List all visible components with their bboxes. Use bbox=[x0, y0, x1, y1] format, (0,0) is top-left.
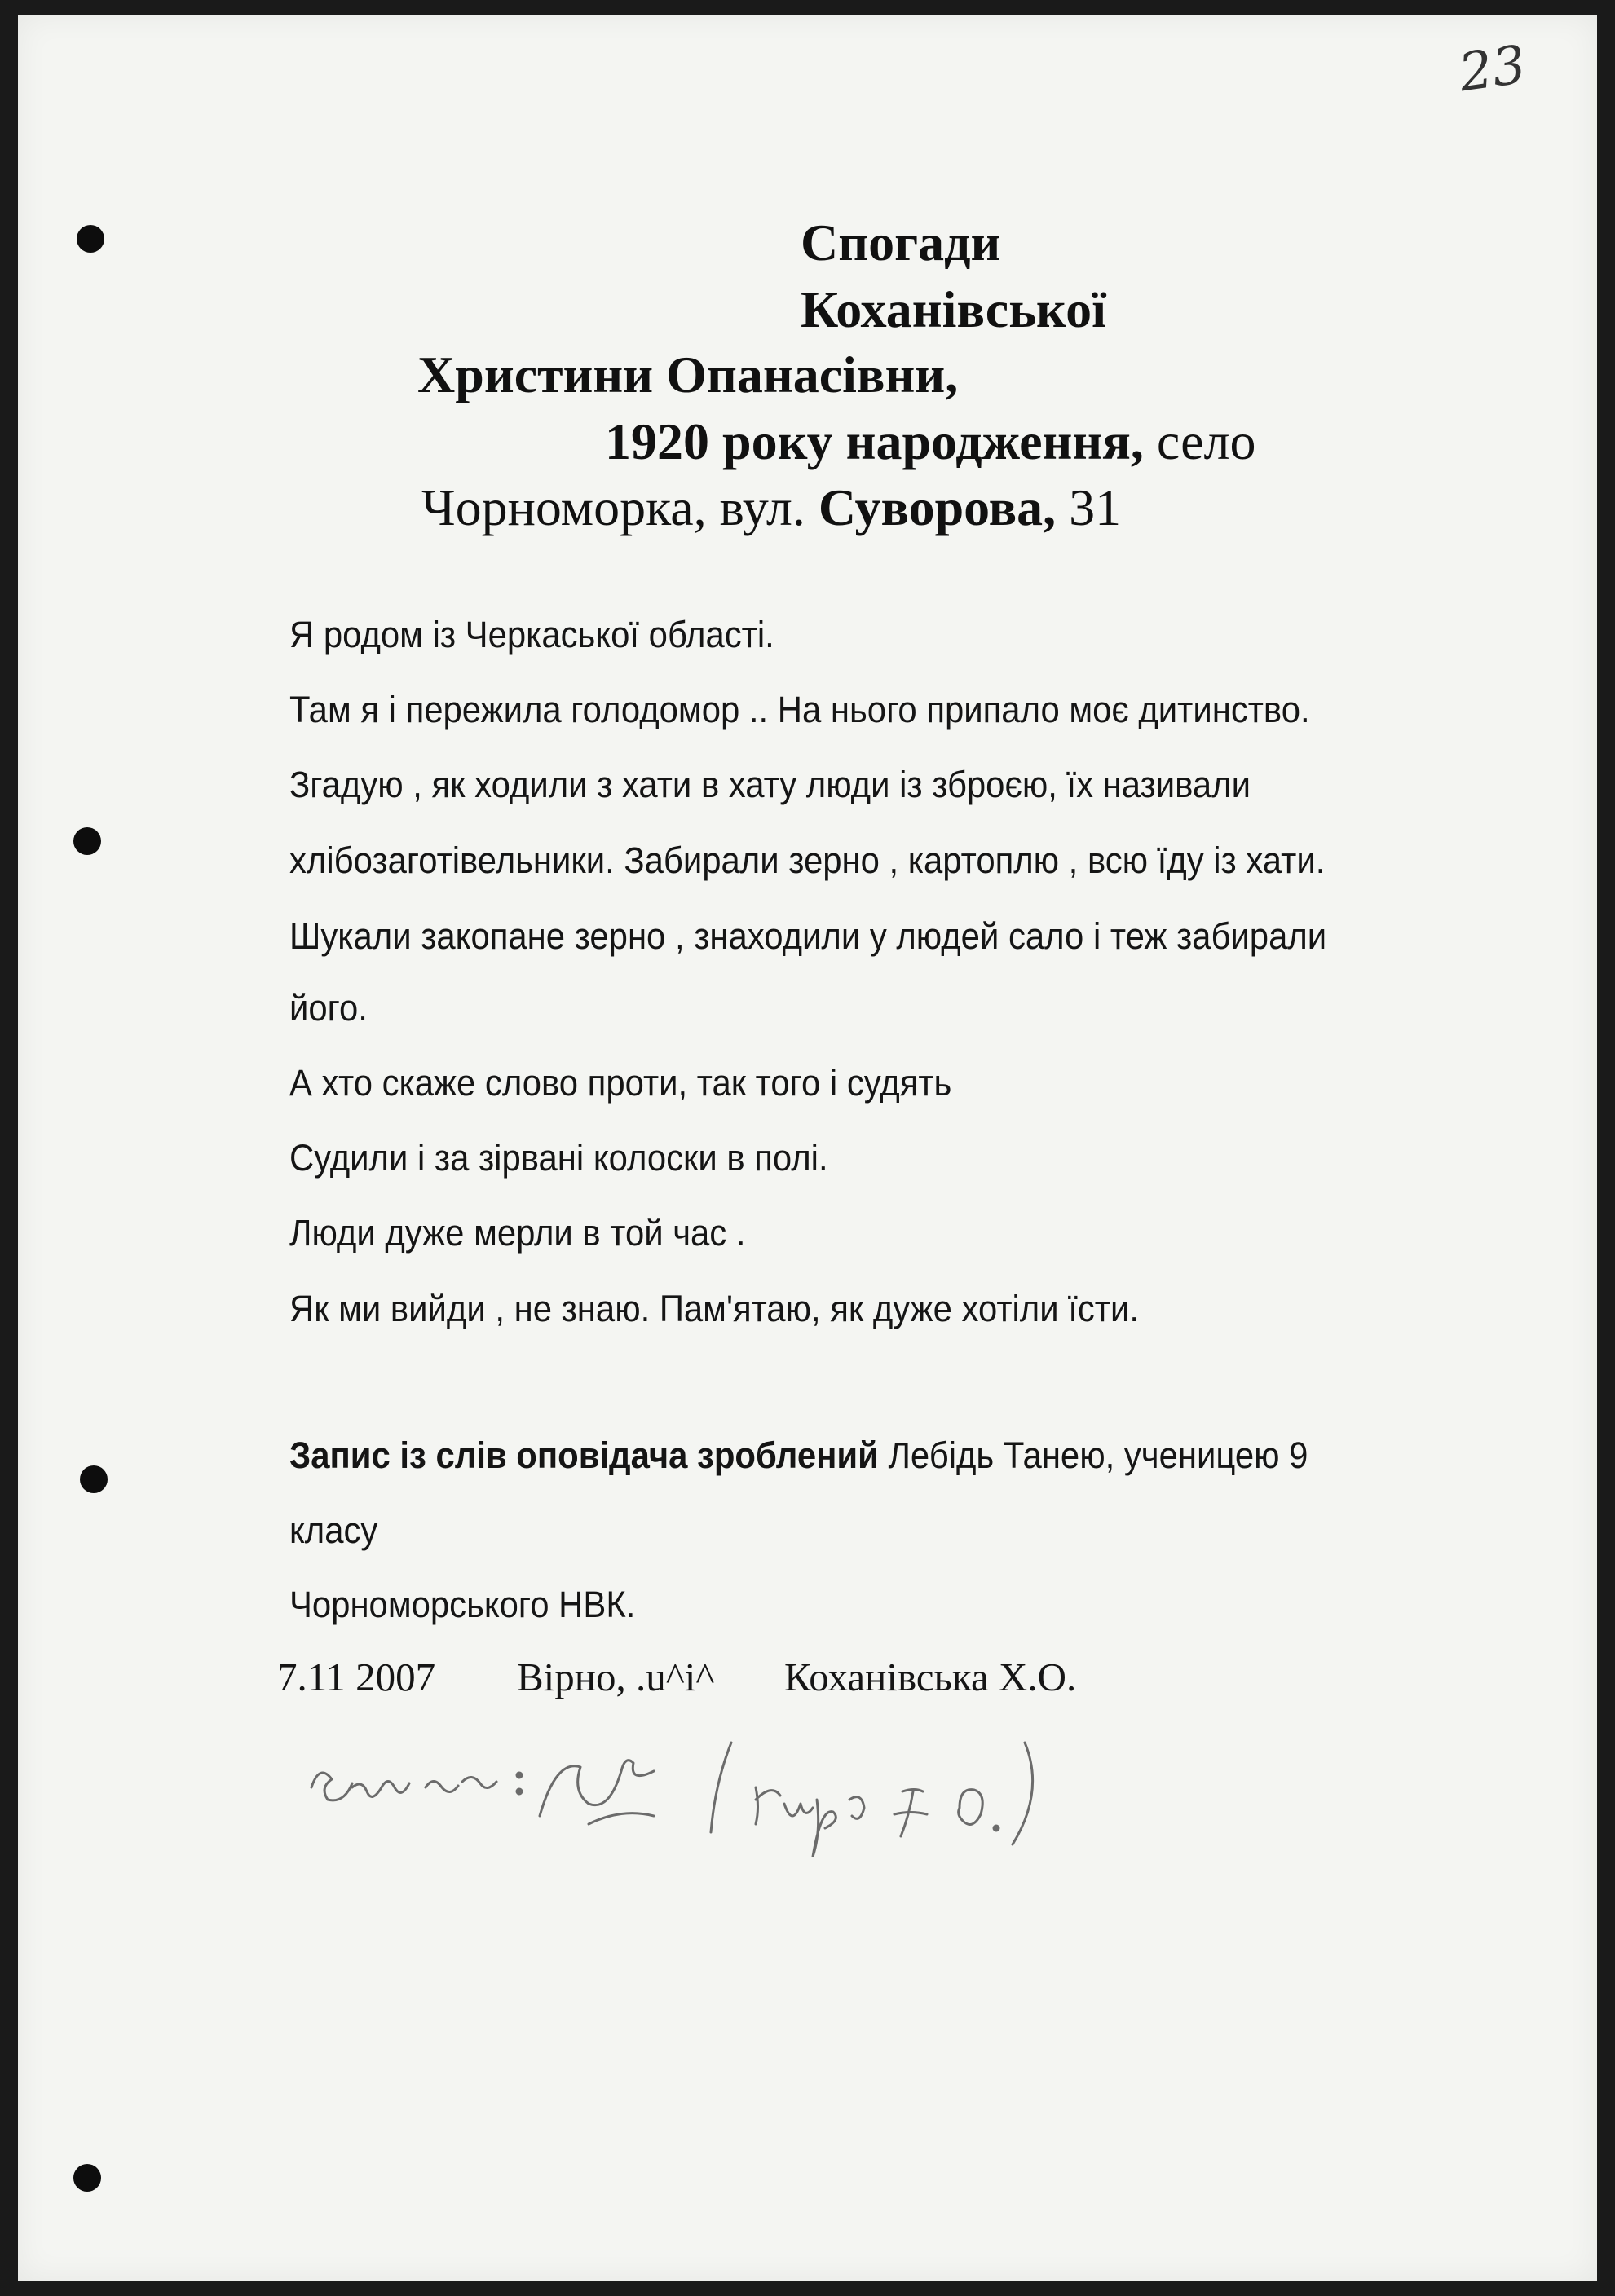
punch-hole bbox=[73, 2164, 101, 2192]
document-page bbox=[18, 15, 1597, 2281]
record-line-2: класу bbox=[289, 1509, 378, 1551]
body-line: Люди дуже мерли в той час . bbox=[289, 1212, 746, 1254]
record-line-1 bbox=[289, 1434, 1308, 1476]
address-village: Чорноморка, вул. bbox=[421, 478, 819, 536]
body-line: Я родом із Черкаської області. bbox=[289, 614, 774, 655]
address-street: Суворова, bbox=[818, 478, 1057, 536]
title-line-4 bbox=[605, 412, 1256, 470]
village-label: село bbox=[1143, 412, 1256, 470]
body-line: Згадую , як ходили з хати в хату люди із зброєю, їх називали bbox=[289, 764, 1251, 805]
body-line: А хто скаже слово проти, так того і судять bbox=[289, 1062, 952, 1104]
address-number: 31 bbox=[1056, 478, 1122, 536]
punch-hole bbox=[73, 827, 101, 855]
title-line-5 bbox=[421, 478, 1122, 536]
punch-hole bbox=[80, 1465, 108, 1493]
body-line: Як ми вийди , не знаю. Пам'ятаю, як дуже хотіли їсти. bbox=[289, 1288, 1139, 1329]
title-line-1: Спогади bbox=[801, 214, 1001, 271]
page-number: 23 bbox=[1455, 34, 1530, 104]
birth-year: 1920 року народження, bbox=[605, 412, 1144, 470]
handwritten-note bbox=[295, 1710, 1110, 1857]
title-line-2: Коханівської bbox=[801, 280, 1106, 338]
body-line: хлібозаготівельники. Забирали зерно , картоплю , всю їду із хати. bbox=[289, 840, 1326, 881]
signoff-date: 7.11 2007 bbox=[277, 1655, 436, 1699]
body-line: Шукали закопане зерно , знаходили у людей сало і теж забирали bbox=[289, 915, 1327, 957]
signoff-name: Коханівська Х.О. bbox=[784, 1655, 1077, 1699]
body-line: Там я і пережила голодомор .. На нього припало моє дитинство. bbox=[289, 689, 1310, 730]
record-author: Лебідь Танею, ученицею 9 bbox=[878, 1434, 1308, 1476]
signoff-verified: Вірно, .u^i^ bbox=[517, 1655, 715, 1699]
title-line-3: Христини Опанасівни, bbox=[417, 346, 959, 403]
body-line: Судили і за зірвані колоски в полі. bbox=[289, 1137, 828, 1179]
body-line: його. bbox=[289, 987, 368, 1029]
record-label: Запис із слів оповідача зроблений bbox=[289, 1434, 879, 1476]
punch-hole bbox=[77, 225, 104, 253]
record-line-3: Чорноморського НВК. bbox=[289, 1584, 636, 1625]
